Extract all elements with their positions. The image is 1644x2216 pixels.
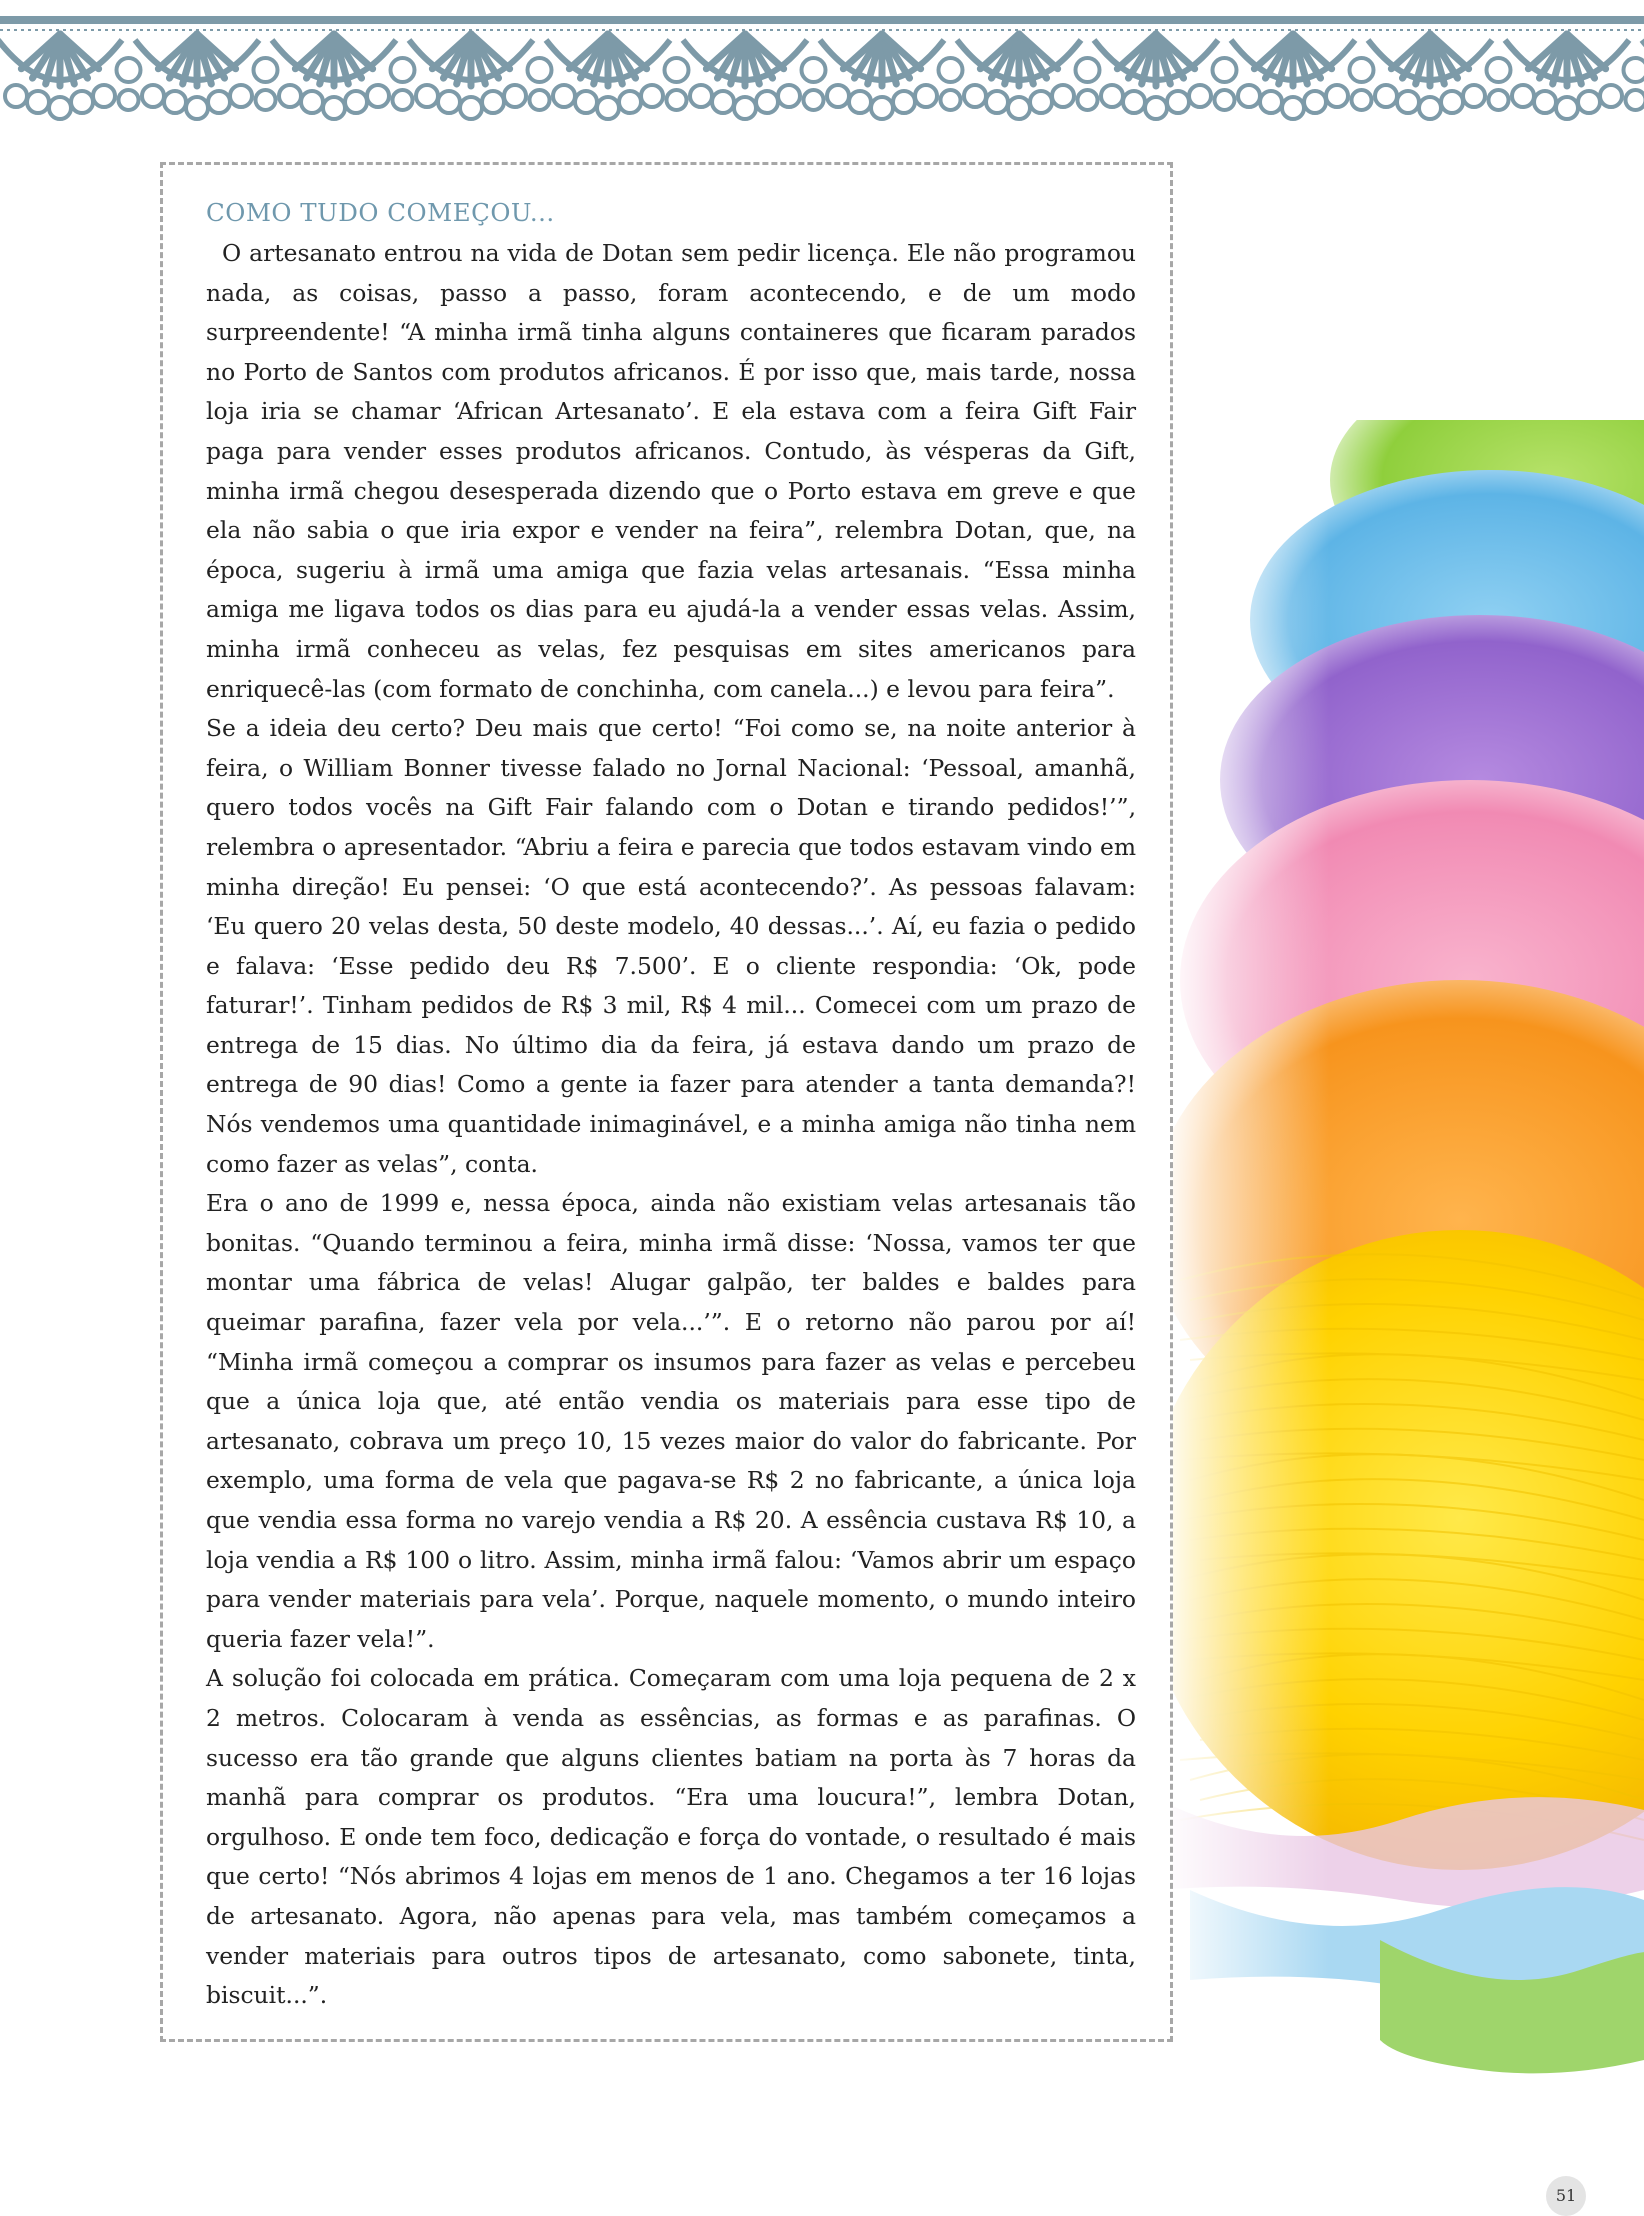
crochet-lace-border: [0, 0, 1644, 145]
colorful-yarn-balls-image: [1160, 420, 1644, 2080]
article-paragraph-4: A solução foi colocada em prática. Começaram com uma loja pequena de 2 x 2 metros. Colocaram à venda as essências, as formas e as parafinas. O sucesso era tão grande que alguns clientes batiam na porta às 7 horas da manhã para comprar os produtos. “Era uma loucura!”, lembra Dotan, orgulhoso. E onde tem foco, dedicação e força do vontade, o resultado é mais que certo! “Nós abrimos 4 lojas em menos de 1 ano. Chegamos a ter 16 lojas de artesanato. Agora, não apenas para vela, mas também começamos a vender materiais para outros tipos de artesanato, como sabonete, tinta, biscuit...”.: [206, 1659, 1136, 2015]
page-number: 51: [1546, 2176, 1586, 2216]
article-paragraph-3: Era o ano de 1999 e, nessa época, ainda não existiam velas artesanais tão bonitas. “Quando terminou a feira, minha irmã disse: ‘Nossa, vamos ter que montar uma fábrica de velas! Alugar galpão, ter baldes e baldes para queimar parafina, fazer vela por vela...’”. E o retorno não parou por aí! “Minha irmã começou a comprar os insumos para fazer as velas e percebeu que a única loja que, até então vendia os materiais para esse tipo de artesanato, cobrava um preço 10, 15 vezes maior do valor do fabricante. Por exemplo, uma forma de vela que pagava-se R$ 2 no fabricante, a única loja que vendia essa forma no varejo vendia a R$ 20. A essência custava R$ 10, a loja vendia a R$ 100 o litro. Assim, minha irmã falou: ‘Vamos abrir um espaço para vender materiais para vela’. Porque, naquele momento, o mundo inteiro queria fazer vela!”.: [206, 1184, 1136, 1659]
article-body: [206, 234, 1136, 2016]
article-paragraph-2: Se a ideia deu certo? Deu mais que certo! “Foi como se, na noite anterior à feira, o William Bonner tivesse falado no Jornal Nacional: ‘Pessoal, amanhã, quero todos vocês na Gift Fair falando com o Dotan e tirando pedidos!’”, relembra o apresentador. “Abriu a feira e parecia que todos estavam vindo em minha direção! Eu pensei: ‘O que está acontecendo?’. As pessoas falavam: ‘Eu quero 20 velas desta, 50 deste modelo, 40 dessas...’. Aí, eu fazia o pedido e falava: ‘Esse pedido deu R$ 7.500’. E o cliente respondia: ‘Ok, pode faturar!’. Tinham pedidos de R$ 3 mil, R$ 4 mil... Comecei com um prazo de entrega de 15 dias. No último dia da feira, já estava dando um prazo de entrega de 90 dias! Como a gente ia fazer para atender a tanta demanda?! Nós vendemos uma quantidade inimaginável, e a minha amiga não tinha nem como fazer as velas”, conta.: [206, 709, 1136, 1184]
article-paragraph-1: O artesanato entrou na vida de Dotan sem pedir licença. Ele não programou nada, as coisas, passo a passo, foram acontecendo, e de um modo surpreendente! “A minha irmã tinha alguns containeres que ficaram parados no Porto de Santos com produtos africanos. É por isso que, mais tarde, nossa loja iria se chamar ‘African Artesanato’. E ela estava com a feira Gift Fair paga para vender esses produtos africanos. Contudo, às vésperas da Gift, minha irmã chegou desesperada dizendo que o Porto estava em greve e que ela não sabia o que iria expor e vender na feira”, relembra Dotan, que, na época, sugeriu à irmã uma amiga que fazia velas artesanais. “Essa minha amiga me ligava todos os dias para eu ajudá-la a vender essas velas. Assim, minha irmã conheceu as velas, fez pesquisas em sites americanos para enriquecê-las (com formato de conchinha, com canela...) e levou para feira”.: [206, 234, 1136, 709]
section-title: COMO TUDO COMEÇOU...: [206, 196, 555, 230]
